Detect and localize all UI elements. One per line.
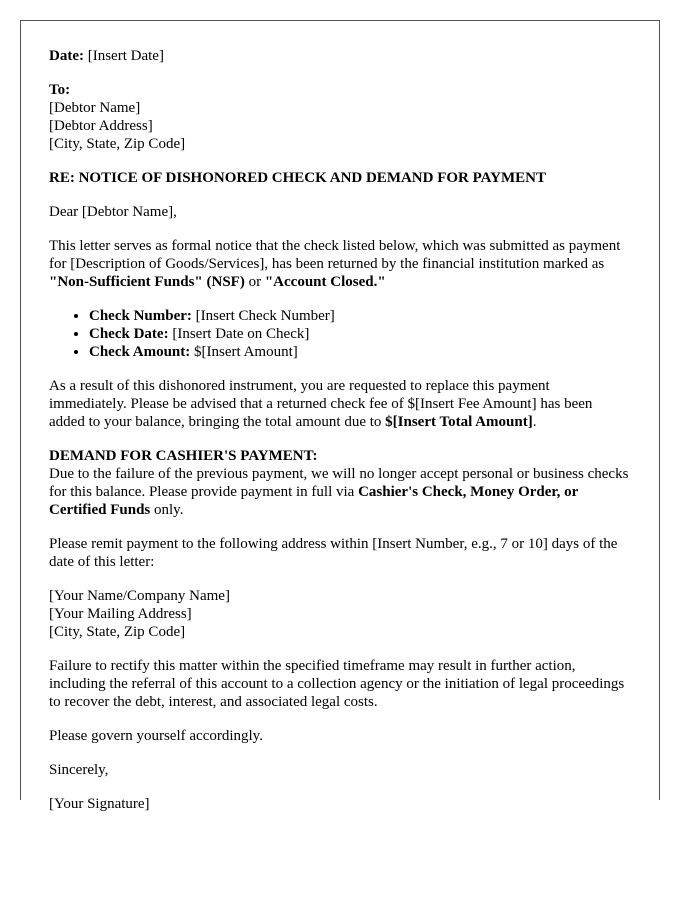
check-date-value: [Insert Date on Check] [168, 326, 310, 342]
debtor-name: [Debtor Name] [49, 100, 141, 116]
check-number-value: [Insert Check Number] [191, 308, 335, 324]
total-amount: $[Insert Total Amount] [385, 414, 533, 430]
remit-city-state-zip: [City, State, Zip Code] [49, 624, 186, 640]
subject-line [49, 169, 631, 187]
payment-methods: Cashier's Check, Money Order, or Certified Funds [49, 484, 579, 518]
fee-text: As a result of this dishonored instrument, you are requested to replace this payment immediately. Please be advised that a returned check fee of $[Insert Fee Amount] has been added to your balance, bringing the total amount due to [49, 378, 593, 430]
remit-company-name: [Your Name/Company Name] [49, 588, 230, 604]
govern-paragraph: Please govern yourself accordingly. [49, 728, 263, 744]
notice-paragraph [49, 237, 631, 291]
debtor-address: [Debtor Address] [49, 118, 153, 134]
closing: Sincerely, [49, 762, 109, 778]
account-closed-text: "Account Closed." [264, 274, 386, 290]
list-item [89, 325, 631, 343]
remit-mailing-address: [Your Mailing Address] [49, 606, 192, 622]
recipient-block [49, 81, 631, 153]
demand-heading: DEMAND FOR CASHIER'S PAYMENT: [49, 448, 318, 464]
check-date-label: Check Date: [89, 326, 169, 342]
nsf-text: "Non-Sufficient Funds" (NSF) [49, 274, 245, 290]
demand-text: Due to the failure of the previous payment, we will no longer accept personal or business checks for this balance. Please provide payment in full via [49, 466, 629, 500]
check-details-list [49, 307, 631, 361]
to-label: To: [49, 82, 71, 98]
subject-text: RE: NOTICE OF DISHONORED CHECK AND DEMAND FOR PAYMENT [49, 170, 546, 186]
list-item [89, 343, 631, 361]
salutation: Dear [Debtor Name], [49, 204, 177, 220]
date-line [49, 47, 631, 65]
demand-section [49, 447, 631, 519]
demand-end: only. [150, 502, 184, 518]
check-amount-value: $[Insert Amount] [190, 344, 298, 360]
date-label: Date: [49, 48, 84, 64]
letter-page [20, 20, 660, 812]
notice-text: This letter serves as formal notice that the check listed below, which was submitted as payment for [Description of Goods/Services], has been returned by the financial institution marked as [49, 238, 621, 272]
fee-paragraph [49, 377, 631, 431]
consequence-paragraph: Failure to rectify this matter within the specified timeframe may result in further action, including the referral of this account to a collection agency or the initiation of legal proceedings to recover the debt, interest, and associated legal costs. [49, 658, 625, 710]
check-number-label: Check Number: [89, 308, 192, 324]
fee-end: . [532, 414, 537, 430]
list-item [89, 307, 631, 325]
check-amount-label: Check Amount: [89, 344, 191, 360]
or-text: or [244, 274, 265, 290]
remit-address-block [49, 587, 631, 641]
debtor-city-state-zip: [City, State, Zip Code] [49, 136, 186, 152]
letter-content [21, 21, 659, 813]
remit-paragraph: Please remit payment to the following address within [Insert Number, e.g., 7 or 10] days of the date of this letter: [49, 536, 618, 570]
signature-placeholder: [Your Signature] [49, 796, 150, 812]
date-value: [Insert Date] [87, 48, 164, 64]
